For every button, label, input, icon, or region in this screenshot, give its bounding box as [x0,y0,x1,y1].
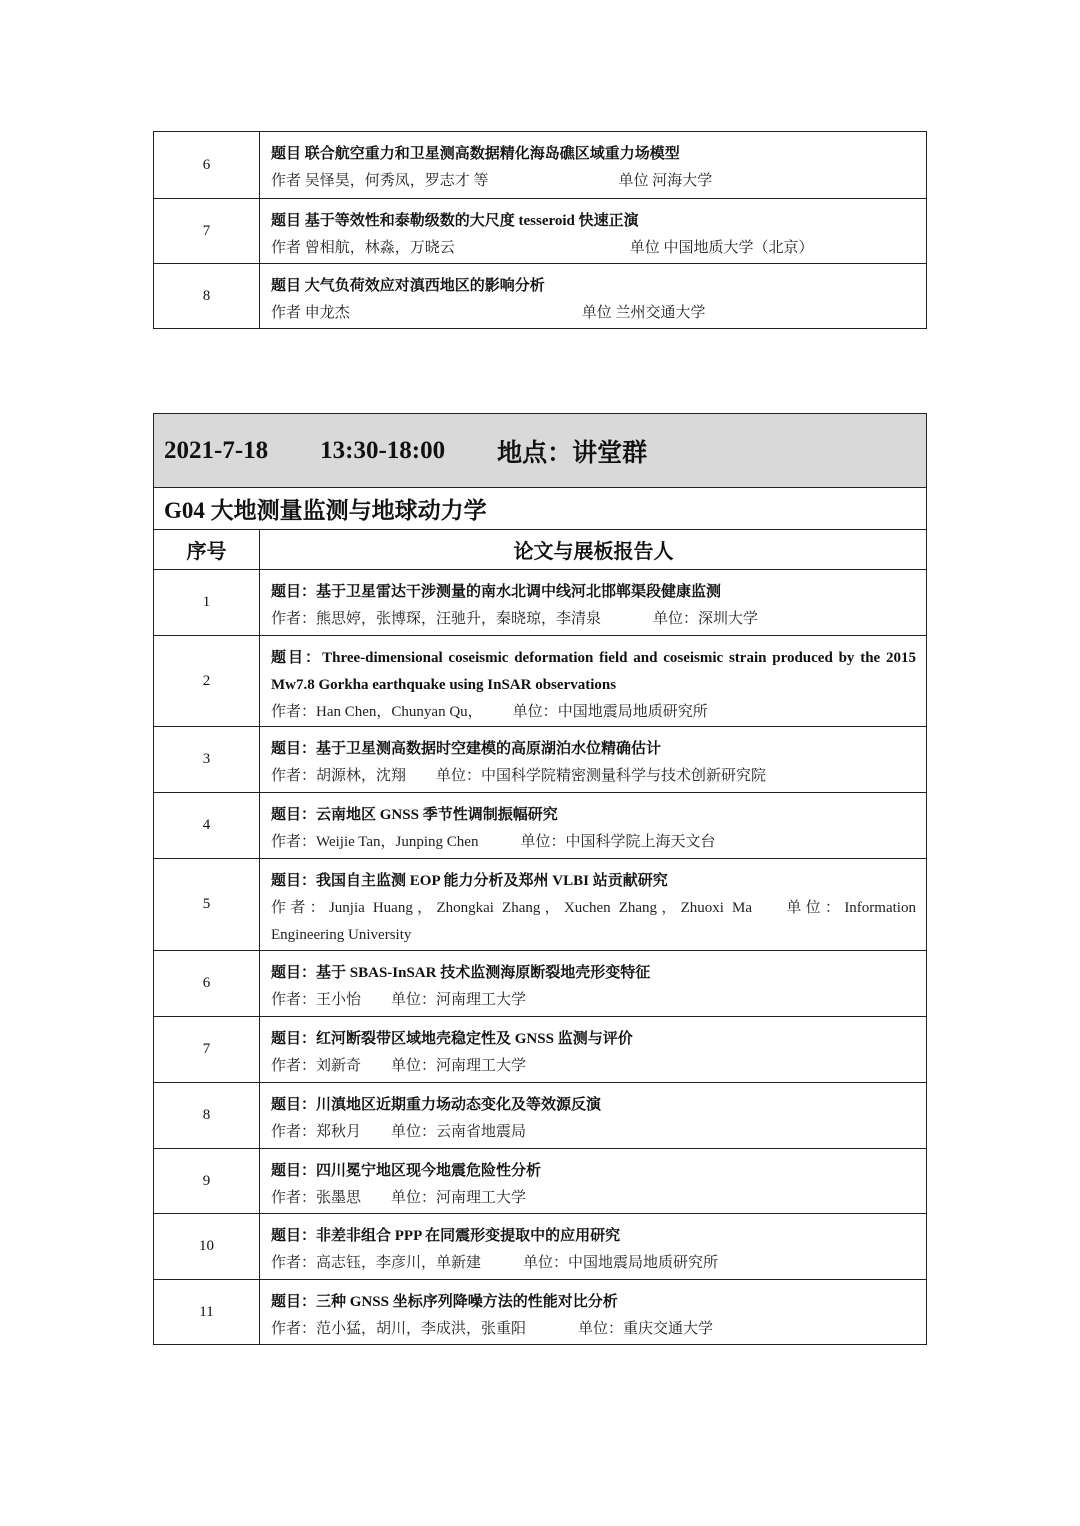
row-number: 2 [154,636,260,726]
title-text: 红河断裂带区域地壳稳定性及 GNSS 监测与评价 [316,1031,633,1047]
author-line [271,300,916,327]
paper-row [154,1016,926,1082]
paper-title [271,273,916,300]
unit-label: 单位： [782,900,845,916]
author-line [271,168,916,195]
row-number: 9 [154,1149,260,1213]
paper-row [154,635,926,726]
paper-row [154,1148,926,1213]
title-text: 基于卫星测高数据时空建模的高原湖泊水位精确估计 [316,741,662,757]
unit-label: 单位： [391,1058,437,1074]
unit-name: 河海大学 [652,173,713,189]
author-label: 作者 [271,173,305,189]
title-label: 题目： [271,1163,317,1179]
title-text: 四川冕宁地区现今地震危险性分析 [316,1163,542,1179]
paper-entry [271,264,916,327]
column-header-row [154,529,926,569]
group-title: G04 大地测量监测与地球动力学 [154,487,926,529]
paper-row [154,263,926,328]
title-label: 题目： [271,1228,317,1244]
session-table-g04 [153,413,927,1345]
author-line [271,606,916,633]
paper-entry [271,859,916,949]
affiliation [578,1321,713,1337]
unit-name: 河南理工大学 [436,1058,527,1074]
affiliation [436,768,766,784]
author-label: 作者： [271,768,317,784]
title-label: 题目： [271,807,317,823]
paper-entry [271,1149,916,1212]
author-label: 作者： [271,992,317,1008]
title-text: 联合航空重力和卫星测高数据精化海岛礁区域重力场模型 [304,146,680,162]
title-text: 大气负荷效应对滇西地区的影响分析 [304,278,545,294]
author-line [271,895,916,949]
unit-label: 单位： [578,1321,624,1337]
title-label: 题目： [271,741,317,757]
unit-label: 单位： [653,611,699,627]
unit-name: 兰州交通大学 [615,305,706,321]
title-text: 非差非组合 PPP 在同震形变提取中的应用研究 [316,1228,621,1244]
paper-entry [271,727,916,790]
author-label: 作者： [271,834,317,850]
column-header-papers: 论文与展板报告人 [513,541,674,563]
title-label: 题目： [271,584,317,600]
author-names: 熊思婷，张博琛，汪驰升，秦晓琼，李清泉 [316,611,602,627]
affiliation [653,611,758,627]
author-line [271,1119,916,1146]
author-names: 申龙杰 [304,305,350,321]
affiliation [391,1058,526,1074]
unit-name: 河南理工大学 [436,1190,527,1206]
paper-entry [271,793,916,856]
author-label: 作者 [271,305,305,321]
paper-row [154,198,926,263]
title-text: 基于卫星雷达干涉测量的南水北调中线河北邯郸渠段健康监测 [316,584,722,600]
session-header [154,414,926,487]
author-names: 张墨思 [316,1190,362,1206]
author-line [271,829,916,856]
author-names: Weijie Tan，Junping Chen [316,834,479,850]
author-names: 郑秋月 [316,1124,362,1140]
unit-label: 单位： [391,992,437,1008]
row-number: 7 [154,199,260,263]
paper-row [154,858,926,950]
title-text: 三种 GNSS 坐标序列降噪方法的性能对比分析 [316,1294,618,1310]
paper-row [154,132,926,198]
row-number: 6 [154,951,260,1016]
paper-entry [271,636,916,726]
row-number: 8 [154,1083,260,1148]
author-line [271,763,916,790]
author-label: 作者 [271,240,305,256]
affiliation [582,305,706,321]
author-names: 刘新奇 [316,1058,362,1074]
author-names: Han Chen，Chunyan Qu， [316,704,483,720]
paper-title [271,736,916,763]
unit-name: 中国地质大学（北京） [663,240,814,256]
affiliation [391,1124,526,1140]
unit-label: 单位： [523,1255,569,1271]
author-label: 作者： [271,1321,317,1337]
session-time: 13:30-18:00 [320,436,446,464]
unit-name: 河南理工大学 [436,992,527,1008]
paper-title [271,868,916,895]
paper-title [271,802,916,829]
author-label: 作者： [271,611,317,627]
row-number: 1 [154,570,260,635]
paper-title [271,645,916,699]
unit-name: 中国科学院上海天文台 [565,834,716,850]
affiliation [630,240,814,256]
unit-name: 重庆交通大学 [623,1321,714,1337]
title-label: 题目 [271,146,305,162]
unit-name: Information Engineering University [271,900,916,943]
paper-title [271,1289,916,1316]
paper-title [271,1223,916,1250]
title-label: 题目： [271,873,317,889]
row-number: 10 [154,1214,260,1279]
title-text: 川滇地区近期重力场动态变化及等效源反演 [316,1097,602,1113]
paper-row [154,569,926,635]
author-label: 作者： [271,1255,317,1271]
unit-label: 单位： [391,1124,437,1140]
unit-label: 单位 [629,240,664,256]
title-label: 题目 [271,278,305,294]
title-label: 题目： [271,650,323,666]
author-label: 作者： [271,1058,317,1074]
paper-row [154,792,926,858]
author-label: 作者： [271,1124,317,1140]
author-names: Junjia Huang，Zhongkai Zhang，Xuchen Zhang，Zhuoxi Ma [328,900,753,916]
author-line [271,699,916,726]
title-label: 题目 [271,213,305,229]
unit-label: 单位 [618,173,653,189]
column-header-number: 序号 [154,530,260,569]
paper-row [154,1279,926,1344]
session-location: 地点：讲堂群 [497,439,648,467]
row-number: 8 [154,264,260,328]
author-names: 曾相航，林淼，万晓云 [304,240,455,256]
row-number: 7 [154,1017,260,1082]
unit-label: 单位： [436,768,482,784]
paper-title [271,1158,916,1185]
author-label: 作者： [271,704,317,720]
unit-label: 单位： [391,1190,437,1206]
author-names: 吴怿昊，何秀凤，罗志才 等 [304,173,489,189]
row-number: 4 [154,793,260,858]
paper-entry [271,1280,916,1343]
affiliation [619,173,713,189]
paper-row [154,726,926,792]
paper-title [271,1092,916,1119]
row-number: 11 [154,1280,260,1344]
paper-title [271,208,916,235]
author-line [271,1250,916,1277]
row-number: 6 [154,132,260,198]
title-text: 基于等效性和泰勒级数的大尺度 tesseroid 快速正演 [304,213,639,229]
unit-name: 中国地震局地质研究所 [557,704,708,720]
paper-title [271,579,916,606]
author-names: 王小怡 [316,992,362,1008]
author-names: 胡源林，沈翔 [316,768,407,784]
author-line [271,1053,916,1080]
paper-row [154,1213,926,1279]
paper-entry [271,951,916,1014]
title-text: Three-dimensional coseismic deformation field and coseismic strain produced by the 2015 Mw7.8 Gorkha earthquake using InSAR observations [271,650,916,693]
unit-name: 深圳大学 [698,611,759,627]
paper-entry [271,1214,916,1277]
unit-name: 云南省地震局 [436,1124,527,1140]
unit-label: 单位： [512,704,558,720]
author-line [271,1185,916,1212]
affiliation [523,1255,718,1271]
paper-title [271,960,916,987]
title-text: 我国自主监测 EOP 能力分析及郑州 VLBI 站贡献研究 [316,873,668,889]
paper-entry [271,570,916,633]
paper-entry [271,1017,916,1080]
title-label: 题目： [271,965,317,981]
paper-row [154,950,926,1016]
paper-entry [271,132,916,195]
affiliation [513,704,708,720]
author-label: 作者： [271,900,329,916]
affiliation [520,834,715,850]
title-text: 基于 SBAS-InSAR 技术监测海原断裂地壳形变特征 [316,965,651,981]
author-line [271,235,916,262]
unit-name: 中国地震局地质研究所 [568,1255,719,1271]
affiliation [391,992,526,1008]
unit-name: 中国科学院精密测量科学与技术创新研究院 [481,768,767,784]
paper-table-continued [153,131,927,329]
author-label: 作者： [271,1190,317,1206]
affiliation [391,1190,526,1206]
paper-entry [271,1083,916,1146]
paper-title [271,141,916,168]
title-label: 题目： [271,1031,317,1047]
paper-row [154,1082,926,1148]
title-label: 题目： [271,1294,317,1310]
unit-label: 单位： [520,834,566,850]
paper-title [271,1026,916,1053]
title-label: 题目： [271,1097,317,1113]
row-number: 5 [154,859,260,950]
row-number: 3 [154,727,260,792]
session-date: 2021-7-18 [164,436,269,464]
author-names: 高志钰，李彦川，单新建 [316,1255,482,1271]
paper-entry [271,199,916,262]
author-names: 范小猛，胡川，李成洪，张重阳 [316,1321,527,1337]
author-line [271,987,916,1014]
author-line [271,1316,916,1343]
unit-label: 单位 [581,305,616,321]
title-text: 云南地区 GNSS 季节性调制振幅研究 [316,807,558,823]
